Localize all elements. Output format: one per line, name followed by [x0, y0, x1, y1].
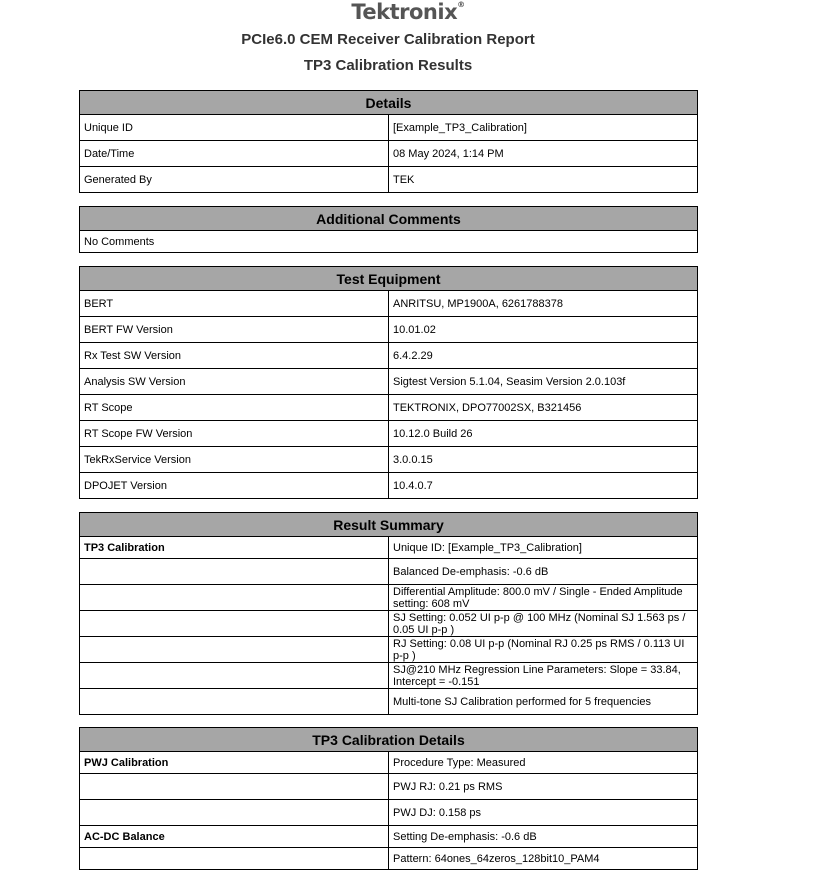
table-row: Balanced De-emphasis: -0.6 dB — [80, 559, 698, 585]
table-row: SJ@210 MHz Regression Line Parameters: Slope = 33.84, Intercept = -0.151 — [80, 663, 698, 689]
table-row: PWJ DJ: 0.158 ps — [80, 800, 698, 826]
equipment-table — [79, 266, 698, 499]
table-row: Analysis SW Version Sigtest Version 5.1.04, Seasim Version 2.0.103f — [80, 369, 698, 395]
cal-details-table — [79, 727, 698, 870]
summary-section — [79, 512, 698, 715]
table-row: BERT ANRITSU, MP1900A, 6261788378 — [80, 291, 698, 317]
details-section — [79, 90, 698, 193]
table-row: DPOJET Version 10.4.0.7 — [80, 473, 698, 499]
table-row: AC-DC Balance Setting De-emphasis: -0.6 dB — [80, 826, 698, 848]
summary-table — [79, 512, 698, 715]
table-row: Pattern: 64ones_64zeros_128bit10_PAM4 — [80, 848, 698, 870]
comments-section — [79, 206, 698, 253]
table-row: SJ Setting: 0.052 UI p-p @ 100 MHz (Nominal SJ 1.563 ps / 0.05 UI p-p ) — [80, 611, 698, 637]
comments-table — [79, 206, 698, 253]
table-row: TekRxService Version 3.0.0.15 — [80, 447, 698, 473]
comments-heading: Additional Comments — [80, 207, 698, 231]
summary-heading: Result Summary — [80, 513, 698, 537]
cal-details-heading: TP3 Calibration Details — [80, 728, 698, 752]
details-heading: Details — [80, 91, 698, 115]
table-row: TP3 Calibration Unique ID: [Example_TP3_Calibration] — [80, 537, 698, 559]
table-row: Date/Time 08 May 2024, 1:14 PM — [80, 141, 698, 167]
table-row: Rx Test SW Version 6.4.2.29 — [80, 343, 698, 369]
details-table — [79, 90, 698, 193]
table-row: Generated By TEK — [80, 167, 698, 193]
equipment-heading: Test Equipment — [80, 267, 698, 291]
equipment-section — [79, 266, 698, 499]
table-row: BERT FW Version 10.01.02 — [80, 317, 698, 343]
table-row: Differential Amplitude: 800.0 mV / Single - Ended Amplitude setting: 608 mV — [80, 585, 698, 611]
table-row: Multi-tone SJ Calibration performed for 5 frequencies — [80, 689, 698, 715]
comments-text: No Comments — [80, 231, 698, 253]
report-title: PCIe6.0 CEM Receiver Calibration Report — [241, 31, 535, 48]
cal-details-section — [79, 727, 698, 870]
tektronix-logo: Tektronix® — [351, 0, 465, 24]
table-row: RT Scope TEKTRONIX, DPO77002SX, B321456 — [80, 395, 698, 421]
table-row: RJ Setting: 0.08 UI p-p (Nominal RJ 0.25 ps RMS / 0.113 UI p-p ) — [80, 637, 698, 663]
table-row: PWJ Calibration Procedure Type: Measured — [80, 752, 698, 774]
table-row: RT Scope FW Version 10.12.0 Build 26 — [80, 421, 698, 447]
table-row: PWJ RJ: 0.21 ps RMS — [80, 774, 698, 800]
report-subtitle: TP3 Calibration Results — [303, 57, 473, 74]
table-row: Unique ID [Example_TP3_Calibration] — [80, 115, 698, 141]
